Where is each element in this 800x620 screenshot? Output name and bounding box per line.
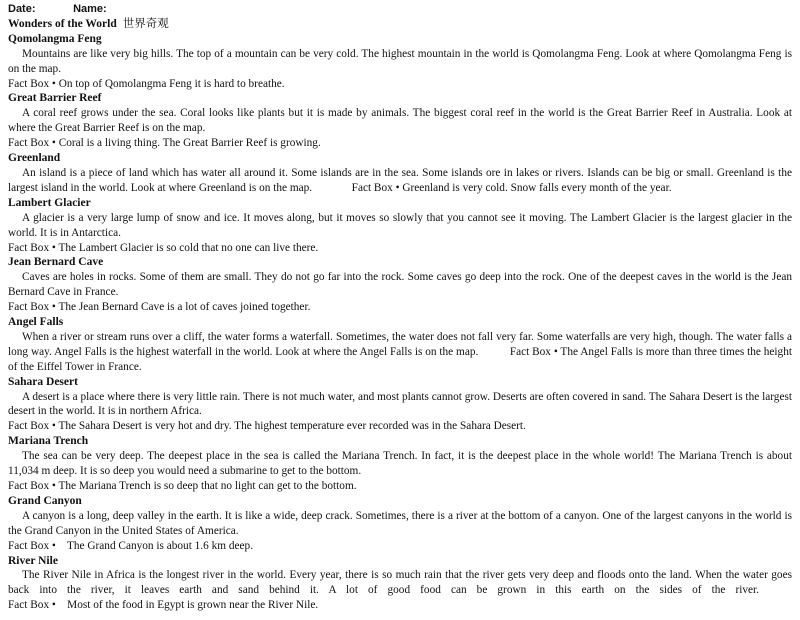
section-qomolangma bbox=[8, 32, 792, 92]
fact-box: Fact Box • Most of the food in Egypt is grown near the River Nile. bbox=[8, 599, 319, 612]
date-label: Date: bbox=[8, 3, 36, 15]
section-body: A coral reef grows under the sea. Coral looks like plants but it is made by animals. The biggest coral reef in the world is the Great Barrier Reef in Australia. Look at where the Great Barrier Reef is on the map. bbox=[8, 107, 792, 135]
fact-box: Fact Box • The Mariana Trench is so deep that no light can get to the bottom. bbox=[8, 480, 357, 492]
section-body: A glacier is a very large lump of snow and ice. It moves along, but it moves so slowly that you cannot see it moving. The Lambert Glacier is the largest glacier in the world. It is in Antarctica. bbox=[8, 211, 792, 239]
fact-box: Fact Box • The Angel Falls is more than three times the height of the Eiffel Tower in France. bbox=[8, 345, 792, 373]
section-body: An island is a piece of land which has water all around it. Some islands are in the sea. Some islands ore in lakes or rivers. Islands can be big or small. Greenland is the largest island in the world. Look at where Greenland is on the map. bbox=[8, 166, 792, 194]
section-jean-bernard-cave bbox=[8, 255, 792, 315]
section-body: A desert is a place where there is very little rain. There is not much water, and most plants cannot grow. Deserts are often covered in sand. The Sahara Desert is the largest desert in the world. It is in northern Africa. bbox=[8, 390, 792, 418]
section-heading: Mariana Trench bbox=[8, 435, 89, 448]
section-heading: Sahara Desert bbox=[8, 375, 78, 388]
section-great-barrier-reef bbox=[8, 91, 792, 151]
fact-box: Fact Box • The Sahara Desert is very hot and dry. The highest temperature ever recorded was in the Sahara Desert. bbox=[8, 420, 526, 433]
section-body-with-fact bbox=[8, 568, 792, 613]
section-heading: Qomolangma Feng bbox=[8, 32, 102, 45]
fact-box: Fact Box • On top of Qomolangma Feng it is hard to breathe. bbox=[8, 77, 285, 90]
worksheet-title bbox=[8, 17, 792, 32]
section-body-with-fact bbox=[8, 166, 792, 196]
section-body: The sea can be very deep. The deepest place in the sea is called the Mariana Trench. In fact, it is the deepest place in the whole world! The Mariana Trench is about 11,034 m deep. It is so deep you would need a submarine to get to the bottom. bbox=[8, 450, 792, 478]
section-grand-canyon bbox=[8, 494, 792, 554]
section-heading: Angel Falls bbox=[8, 316, 64, 329]
section-sahara-desert bbox=[8, 375, 792, 435]
section-lambert-glacier bbox=[8, 196, 792, 256]
worksheet-header bbox=[8, 2, 792, 17]
name-label: Name: bbox=[73, 3, 107, 15]
fact-box: Fact Box • Greenland is very cold. Snow falls every month of the year. bbox=[351, 181, 672, 194]
section-river-nile bbox=[8, 554, 792, 614]
section-greenland bbox=[8, 151, 792, 196]
fact-box: Fact Box • The Lambert Glacier is so cold that no one can live there. bbox=[8, 241, 319, 254]
section-body: The River Nile in Africa is the longest river in the world. Every year, there is so much rain that the river gets very deep and floods onto the land. When the water goes back into the river, it leaves earth and sand behind it. A lot of good food can be grown in this earth on the sides of the river. bbox=[8, 569, 792, 597]
section-body: A canyon is a long, deep valley in the earth. It is like a wide, deep crack. Sometimes, there is a river at the bottom of a canyon. One of the largest canyons in the world is the Grand Canyon in the United States of America. bbox=[8, 509, 792, 537]
section-body: Caves are holes in rocks. Some of them are small. They do not go far into the rock. Some caves go deep into the rock. One of the deepest caves in the world is the Jean Bernard Cave in France. bbox=[8, 271, 792, 299]
section-angel-falls bbox=[8, 315, 792, 375]
section-heading: Great Barrier Reef bbox=[8, 92, 102, 105]
fact-box: Fact Box • The Jean Bernard Cave is a lot of caves joined together. bbox=[8, 301, 311, 314]
title-english: Wonders of the World bbox=[8, 17, 117, 30]
section-body: Mountains are like very big hills. The top of a mountain can be very cold. The highest mountain in the world is Qomolangma Feng. Look at where Qomolangma Feng is on the map. bbox=[8, 47, 792, 75]
title-chinese: 世界奇观 bbox=[122, 17, 169, 30]
section-heading: Lambert Glacier bbox=[8, 196, 91, 209]
section-heading: Grand Canyon bbox=[8, 494, 82, 507]
section-mariana-trench bbox=[8, 434, 792, 494]
section-heading: Jean Bernard Cave bbox=[8, 256, 104, 269]
section-heading: River Nile bbox=[8, 554, 58, 567]
fact-box: Fact Box • Coral is a living thing. The Great Barrier Reef is growing. bbox=[8, 137, 321, 150]
section-body-with-fact bbox=[8, 330, 792, 375]
fact-box: Fact Box • The Grand Canyon is about 1.6 km deep. bbox=[8, 539, 254, 552]
section-body: When a river or stream runs over a cliff, the water forms a waterfall. Sometimes, the water does not fall very far. Some waterfalls are very high, though. The water falls a long way. Angel Falls is the highest waterfall in the world. Look at where the Angel Falls is on the map. bbox=[8, 330, 792, 358]
section-heading: Greenland bbox=[8, 152, 61, 165]
